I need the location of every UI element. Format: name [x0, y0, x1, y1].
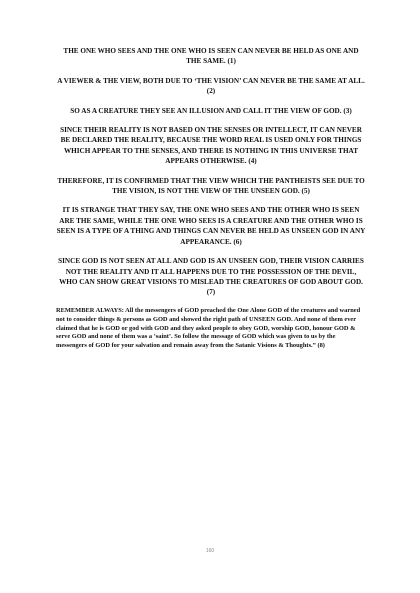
remember-always-paragraph: REMEMBER ALWAYS: All the messengers of GOD preached the One Alone GOD of the creatures and warned not to consider things & persons as GOD and showed the right path of UNSEEN GOD. And none of them ever claimed that he is GOD or god with GOD and they asked people to obey GOD, worship GOD, honour GOD & serve GOD and none of them was a ‘saint’. So follow the message of GOD which was given to us by the messengers of GOD for your salvation and remain away from the Satanic Visions & Thoughts.” (8): [56, 306, 361, 350]
paragraph-5: THEREFORE, IT IS CONFIRMED THAT THE VIEW WHICH THE PANTHEISTS SEE DUE TO THE VISION, IS NOT THE VIEW OF THE UNSEEN GOD. (5): [57, 176, 365, 196]
page-content: [56, 46, 366, 351]
paragraph-2: A VIEWER & THE VIEW, BOTH DUE TO ‘THE VISION’ CAN NEVER BE THE SAME AT ALL. (2): [57, 76, 365, 96]
paragraph-1: THE ONE WHO SEES AND THE ONE WHO IS SEEN CAN NEVER BE HELD AS ONE AND THE SAME. (1): [63, 47, 359, 66]
paragraph-6: IT IS STRANGE THAT THEY SAY, THE ONE WHO SEES AND THE OTHER WHO IS SEEN ARE THE SAME, WHILE THE ONE WHO SEES IS A CREATURE AND THE OTHER WHO IS SEEN IS A TYPE OF A THING AND THINGS CAN NEVER BE HELD AS UNSEEN GOD IN ANY APPEARANCE. (6): [56, 206, 366, 246]
page-number: 160: [205, 548, 215, 554]
paragraph-3: SO AS A CREATURE THEY SEE AN ILLUSION AND CALL IT THE VIEW OF GOD. (3): [70, 106, 352, 115]
paragraph-4: SINCE THEIR REALITY IS NOT BASED ON THE SENSES OR INTELLECT, IT CAN NEVER BE DECLARED THE REALITY, BECAUSE THE WORD REAL IS USED ONLY FOR THINGS WHICH APPEAR TO THE SENSES, AND THERE IS NOTHING IN THIS UNIVERSE THAT APPEARS OTHERWISE. (4): [60, 126, 362, 166]
paragraph-7: SINCE GOD IS NOT SEEN AT ALL AND GOD IS AN UNSEEN GOD, THEIR VISION CARRIES NOT THE REALITY AND IT ALL HAPPENS DUE TO THE POSSESSION OF THE DEVIL, WHO CAN SHOW GREAT VISIONS TO MISLEAD THE CREATURES OF GOD ABOUT GOD. (7): [58, 257, 364, 297]
